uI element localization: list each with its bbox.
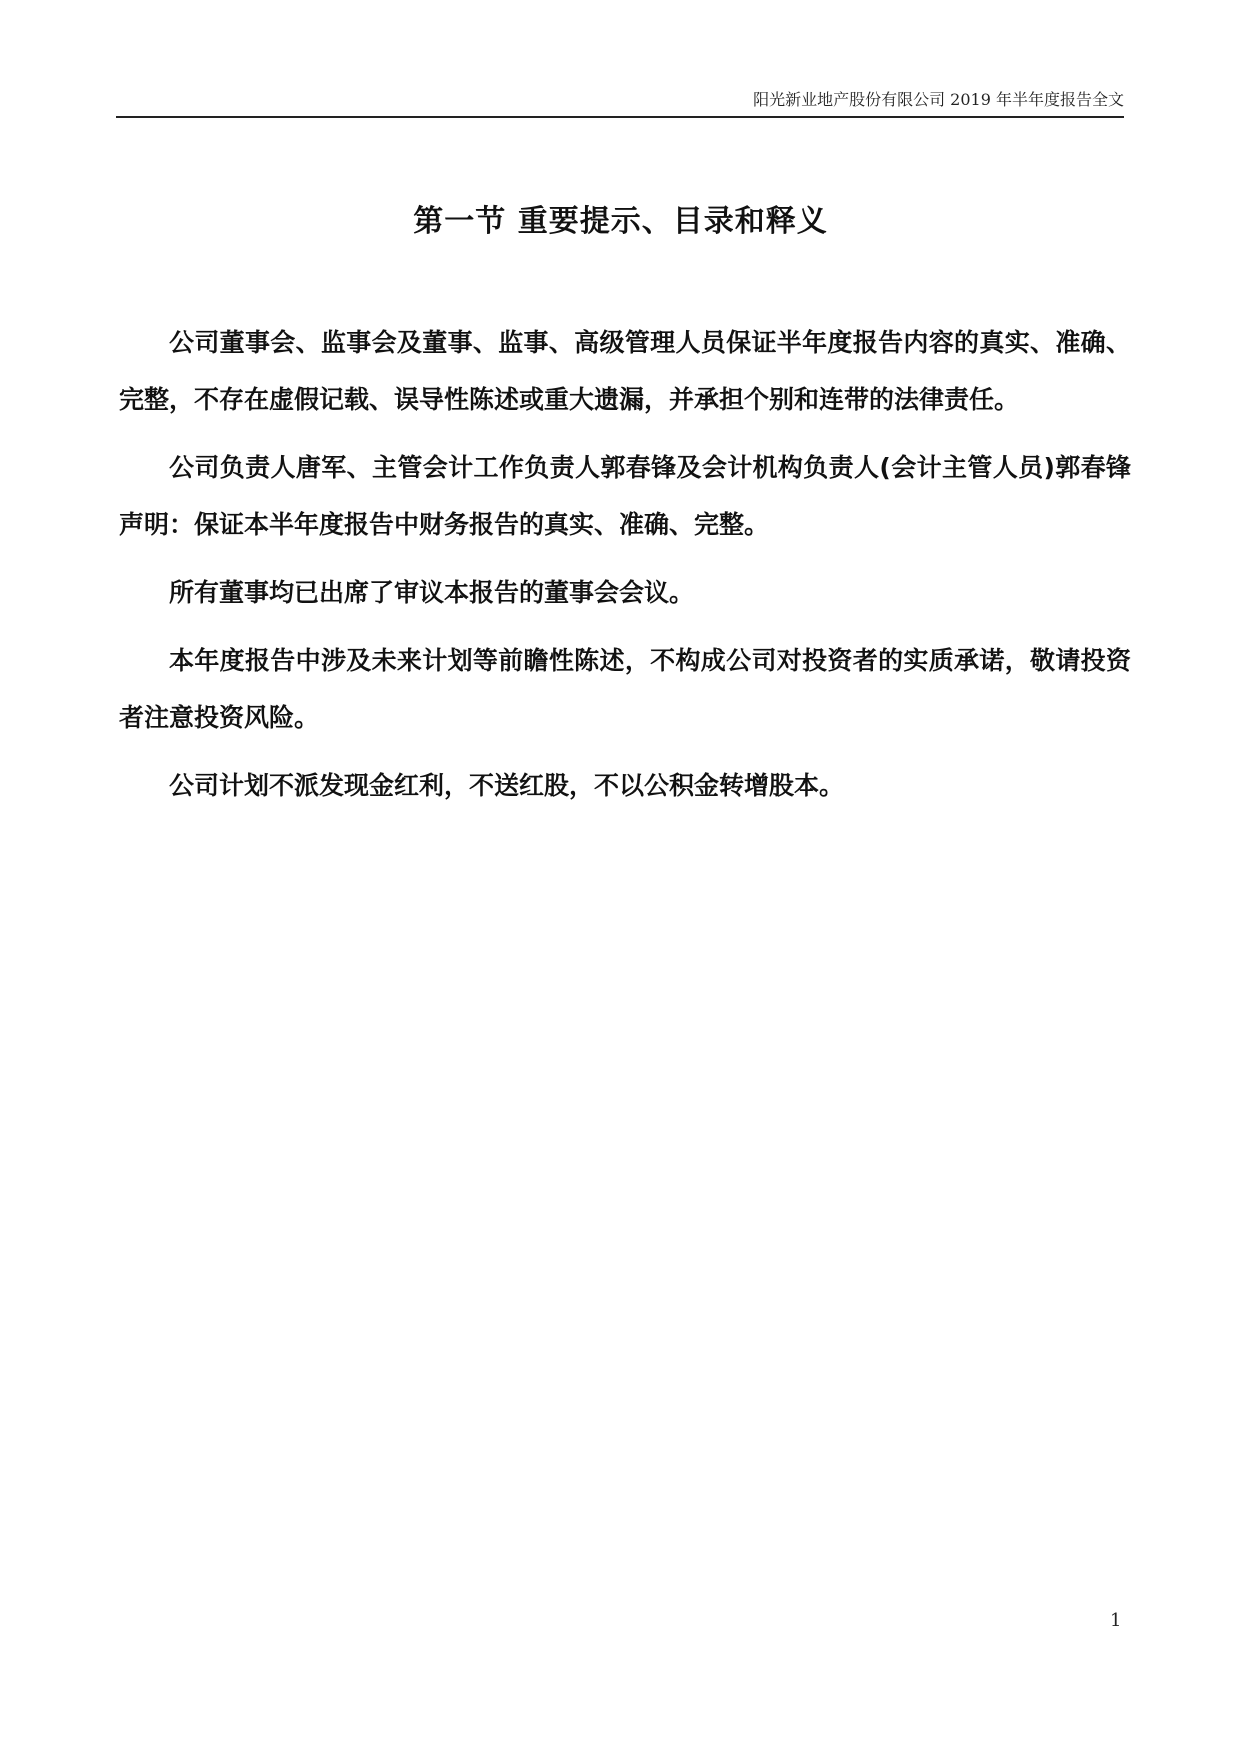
header-title: 阳光新业地产股份有限公司 2019 年半年度报告全文 bbox=[753, 90, 1124, 109]
document-body bbox=[119, 314, 1131, 825]
paragraph-dividend-plan: 公司计划不派发现金红利，不送红股，不以公积金转增股本。 bbox=[169, 771, 845, 800]
section-title: 第一节 重要提示、目录和释义 bbox=[413, 204, 828, 239]
paragraph-responsibility-statement: 公司董事会、监事会及董事、监事、高级管理人员保证半年度报告内容的真实、准确、完整，不存在虚假记载、误导性陈述或重大遗漏，并承担个别和连带的法律责任。 bbox=[119, 328, 1131, 414]
paragraph-board-attendance: 所有董事均已出席了审议本报告的董事会会议。 bbox=[169, 578, 695, 607]
paragraph-forward-looking-statement: 本年度报告中涉及未来计划等前瞻性陈述，不构成公司对投资者的实质承诺，敬请投资者注意投资风险。 bbox=[119, 646, 1131, 732]
page-number: 1 bbox=[1110, 1610, 1122, 1631]
page-header bbox=[116, 88, 1124, 118]
paragraph-financial-declaration: 公司负责人唐军、主管会计工作负责人郭春锋及会计机构负责人(会计主管人员)郭春锋声明：保证本半年度报告中财务报告的真实、准确、完整。 bbox=[119, 453, 1131, 539]
